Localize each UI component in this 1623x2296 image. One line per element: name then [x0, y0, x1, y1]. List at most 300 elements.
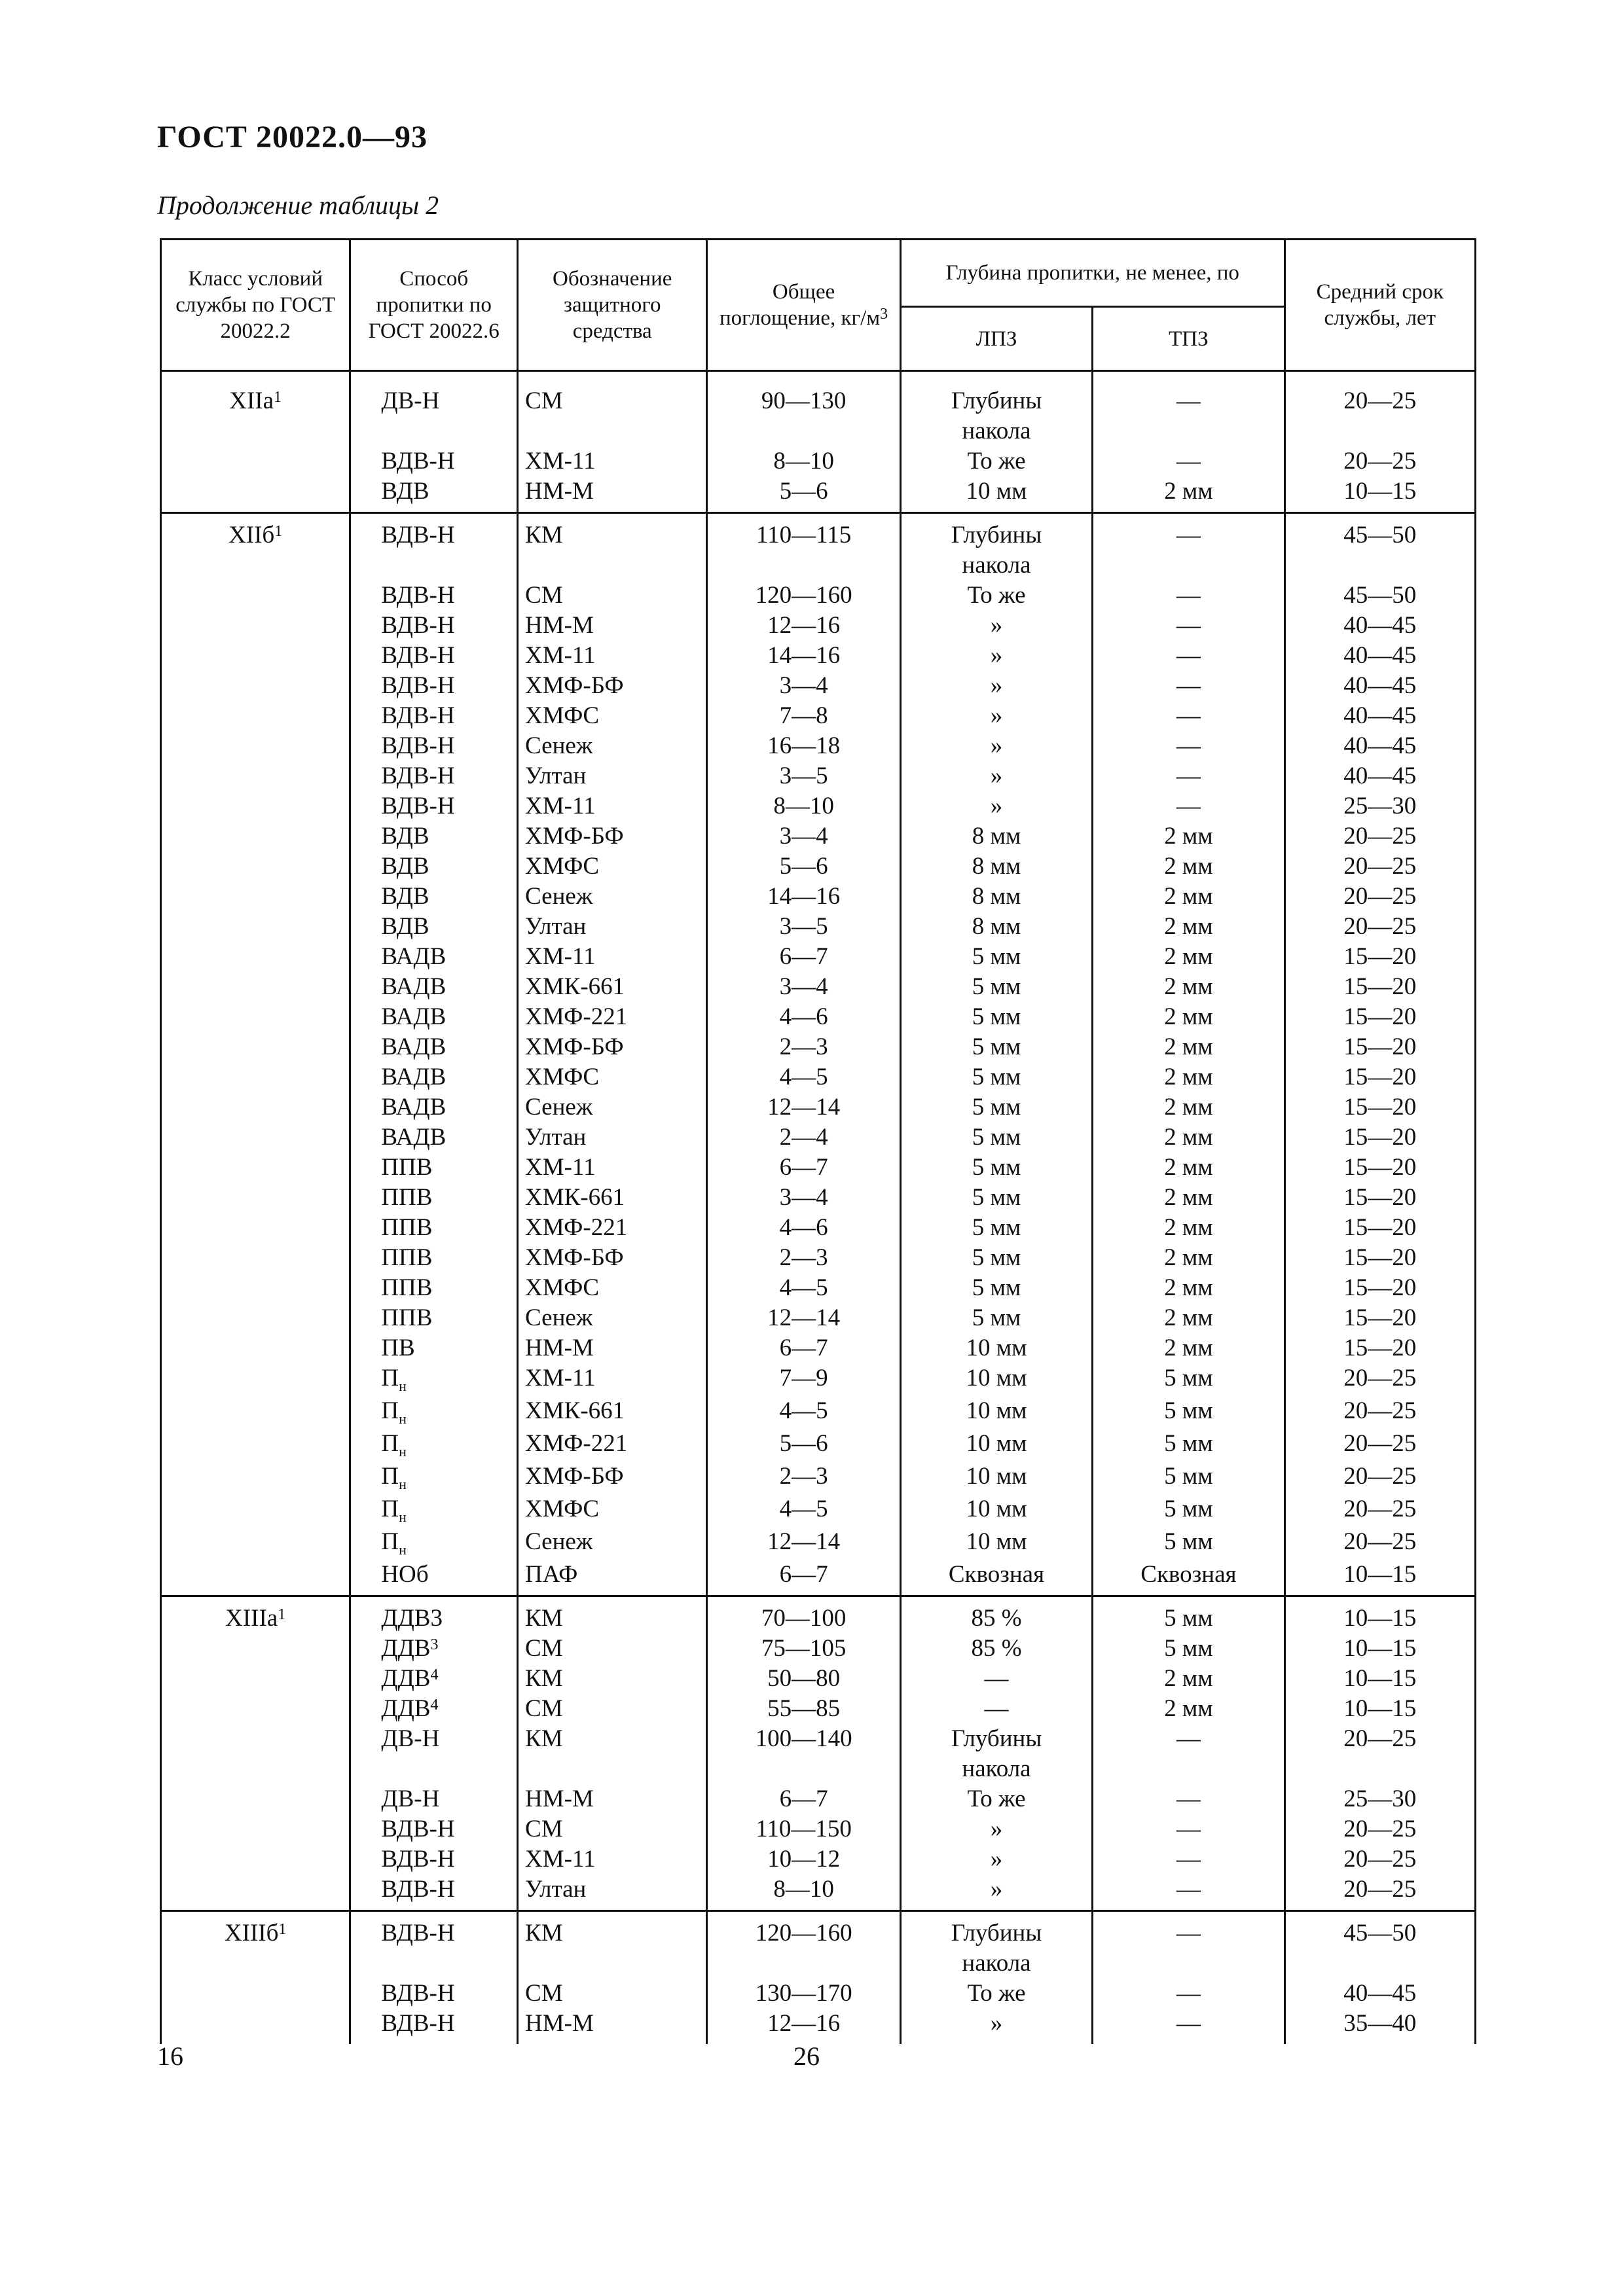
cell-absorption: 4—5	[707, 1062, 900, 1092]
cell-agent: ХМФ-БФ	[518, 1462, 707, 1494]
class-footnote: 1	[278, 1606, 286, 1623]
table-row	[161, 1754, 1476, 1784]
cell-service: 10—15	[1285, 1634, 1475, 1664]
table-row	[161, 1429, 1476, 1462]
page-number-left: 16	[157, 2041, 183, 2071]
cell-tpz: 2 мм	[1093, 476, 1285, 513]
cell-tpz: 2 мм	[1093, 1153, 1285, 1183]
header-lpz: ЛПЗ	[900, 307, 1092, 371]
cell-absorption: 5—6	[707, 1429, 900, 1462]
cell-class	[161, 513, 350, 551]
cell-service: 20—25	[1285, 1494, 1475, 1527]
cell-method	[350, 791, 518, 821]
cell-method	[350, 1911, 518, 1949]
cell-class	[161, 912, 350, 942]
cell-absorption: 8—10	[707, 1874, 900, 1911]
table-row	[161, 972, 1476, 1002]
cell-method	[350, 1694, 518, 1724]
cell-lpz: накола	[900, 416, 1092, 446]
cell-agent: ХМ-11	[518, 942, 707, 972]
cell-absorption: 3—5	[707, 761, 900, 791]
cell-absorption: 100—140	[707, 1724, 900, 1754]
table-row	[161, 1092, 1476, 1122]
method-text: ВДВ-Н	[381, 1876, 455, 1903]
cell-method	[350, 1462, 518, 1494]
cell-class	[161, 1243, 350, 1273]
cell-class	[161, 1694, 350, 1724]
cell-agent: КМ	[518, 1596, 707, 1634]
cell-agent: ХМФС	[518, 1494, 707, 1527]
cell-lpz: 10 мм	[900, 1429, 1092, 1462]
cell-service: 15—20	[1285, 1273, 1475, 1303]
cell-tpz: 5 мм	[1093, 1527, 1285, 1560]
cell-class	[161, 1303, 350, 1333]
page-number-center: 26	[793, 2041, 820, 2071]
cell-absorption: 2—4	[707, 1122, 900, 1153]
cell-method	[350, 1814, 518, 1844]
table-row	[161, 1814, 1476, 1844]
cell-service	[1285, 416, 1475, 446]
cell-lpz: »	[900, 791, 1092, 821]
cell-tpz: 2 мм	[1093, 1213, 1285, 1243]
method-text: ППВ	[381, 1154, 433, 1181]
method-text: ВДВ	[381, 853, 429, 880]
cell-absorption: 8—10	[707, 791, 900, 821]
cell-class	[161, 1429, 350, 1462]
table-row	[161, 476, 1476, 513]
cell-service: 45—50	[1285, 581, 1475, 611]
cell-lpz: 5 мм	[900, 1273, 1092, 1303]
cell-lpz: накола	[900, 550, 1092, 581]
cell-tpz: 5 мм	[1093, 1596, 1285, 1634]
cell-method	[350, 1396, 518, 1429]
cell-service: 15—20	[1285, 1243, 1475, 1273]
cell-class	[161, 380, 350, 416]
cell-agent: Сенеж	[518, 1527, 707, 1560]
cell-method	[350, 671, 518, 701]
cell-service: 20—25	[1285, 1462, 1475, 1494]
method-subscript: н	[399, 1443, 407, 1460]
cell-class	[161, 1494, 350, 1527]
cell-tpz: —	[1093, 581, 1285, 611]
cell-service: 15—20	[1285, 942, 1475, 972]
cell-method	[350, 912, 518, 942]
cell-class	[161, 1634, 350, 1664]
cell-method	[350, 1032, 518, 1062]
cell-tpz: —	[1093, 513, 1285, 551]
method-text: ДВ-Н	[381, 1725, 440, 1752]
cell-absorption: 4—5	[707, 1494, 900, 1527]
cell-agent: Ултан	[518, 1874, 707, 1911]
cell-service: 15—20	[1285, 1122, 1475, 1153]
table-row	[161, 1333, 1476, 1363]
class-group	[161, 513, 1476, 1596]
cell-tpz: 2 мм	[1093, 1062, 1285, 1092]
cell-lpz: »	[900, 1844, 1092, 1874]
cell-service: 20—25	[1285, 882, 1475, 912]
cell-lpz: 10 мм	[900, 1494, 1092, 1527]
cell-absorption	[707, 550, 900, 581]
cell-method	[350, 1754, 518, 1784]
cell-method	[350, 942, 518, 972]
cell-method	[350, 701, 518, 731]
cell-lpz: »	[900, 1874, 1092, 1911]
cell-service: 40—45	[1285, 641, 1475, 671]
table-row	[161, 791, 1476, 821]
cell-lpz: 10 мм	[900, 1396, 1092, 1429]
cell-class	[161, 1560, 350, 1596]
cell-absorption: 4—6	[707, 1213, 900, 1243]
cell-method	[350, 611, 518, 641]
cell-class	[161, 1062, 350, 1092]
cell-tpz: —	[1093, 1911, 1285, 1949]
cell-tpz	[1093, 1754, 1285, 1784]
table-row	[161, 1948, 1476, 1979]
cell-absorption: 130—170	[707, 1979, 900, 2009]
cell-class	[161, 1844, 350, 1874]
cell-class	[161, 761, 350, 791]
cell-method	[350, 1243, 518, 1273]
cell-tpz: —	[1093, 731, 1285, 761]
cell-class	[161, 1664, 350, 1694]
cell-absorption: 5—6	[707, 852, 900, 882]
cell-lpz: 10 мм	[900, 476, 1092, 513]
cell-class	[161, 1724, 350, 1754]
table-row	[161, 1874, 1476, 1911]
cell-agent: КМ	[518, 1911, 707, 1949]
cell-method	[350, 1213, 518, 1243]
cell-tpz: 2 мм	[1093, 1002, 1285, 1032]
method-subscript: н	[399, 1410, 407, 1427]
cell-method	[350, 476, 518, 513]
cell-service: 40—45	[1285, 701, 1475, 731]
cell-lpz: Глубины	[900, 1911, 1092, 1949]
table-row	[161, 1062, 1476, 1092]
table-row	[161, 821, 1476, 852]
cell-method	[350, 731, 518, 761]
cell-service: 20—25	[1285, 1724, 1475, 1754]
cell-method	[350, 1333, 518, 1363]
class-label: XIIa	[229, 387, 274, 414]
cell-method	[350, 882, 518, 912]
cell-class	[161, 1396, 350, 1429]
cell-absorption: 12—16	[707, 611, 900, 641]
cell-service: 15—20	[1285, 1213, 1475, 1243]
cell-method	[350, 2009, 518, 2044]
header-absorption-text: Общее поглощение, кг/м	[720, 280, 881, 330]
class-label: XIIб	[228, 522, 275, 548]
cell-lpz: »	[900, 611, 1092, 641]
cell-service: 20—25	[1285, 852, 1475, 882]
cell-service: 15—20	[1285, 1183, 1475, 1213]
class-group	[161, 1911, 1476, 2045]
cell-method	[350, 1429, 518, 1462]
cell-agent: ХМФ-БФ	[518, 1032, 707, 1062]
cell-class	[161, 1183, 350, 1213]
method-subscript: н	[399, 1476, 407, 1492]
cell-service: 45—50	[1285, 1911, 1475, 1949]
table-row	[161, 731, 1476, 761]
cell-class	[161, 1784, 350, 1814]
table-header	[161, 240, 1476, 371]
cell-agent: ХМ-11	[518, 446, 707, 476]
cell-lpz: 85 %	[900, 1596, 1092, 1634]
cell-service: 15—20	[1285, 1002, 1475, 1032]
cell-service: 40—45	[1285, 731, 1475, 761]
cell-method	[350, 821, 518, 852]
method-text: П	[381, 1430, 399, 1457]
cell-agent: ХМК-661	[518, 1396, 707, 1429]
cell-lpz: накола	[900, 1948, 1092, 1979]
cell-class	[161, 1874, 350, 1911]
cell-agent: СМ	[518, 1979, 707, 2009]
table-row	[161, 1694, 1476, 1724]
cell-absorption: 12—14	[707, 1303, 900, 1333]
cell-agent: СМ	[518, 1634, 707, 1664]
cell-service: 25—30	[1285, 791, 1475, 821]
cell-lpz: То же	[900, 1979, 1092, 2009]
cell-agent: ХМК-661	[518, 1183, 707, 1213]
cell-class	[161, 1527, 350, 1560]
cell-lpz: »	[900, 641, 1092, 671]
method-text: ВАДВ	[381, 943, 447, 970]
cell-tpz: 2 мм	[1093, 1092, 1285, 1122]
cell-service: 15—20	[1285, 1062, 1475, 1092]
cell-agent: Сенеж	[518, 1092, 707, 1122]
cell-class	[161, 1911, 350, 1949]
table-row	[161, 380, 1476, 416]
cell-service: 15—20	[1285, 1032, 1475, 1062]
method-text: ППВ	[381, 1244, 433, 1271]
cell-lpz: То же	[900, 1784, 1092, 1814]
cell-absorption: 8—10	[707, 446, 900, 476]
cell-method	[350, 446, 518, 476]
method-footnote: 3	[430, 1636, 439, 1653]
cell-service: 20—25	[1285, 1429, 1475, 1462]
table-continuation-caption: Продолжение таблицы 2	[157, 190, 439, 220]
cell-method	[350, 1948, 518, 1979]
cell-absorption	[707, 416, 900, 446]
cell-method	[350, 852, 518, 882]
cell-absorption: 120—160	[707, 1911, 900, 1949]
cell-agent: Ултан	[518, 912, 707, 942]
cell-service: 15—20	[1285, 972, 1475, 1002]
cell-absorption: 6—7	[707, 1333, 900, 1363]
cell-service: 40—45	[1285, 1979, 1475, 2009]
method-text: ВДВ-Н	[381, 672, 455, 699]
cell-tpz: 2 мм	[1093, 1032, 1285, 1062]
cell-service: 10—15	[1285, 476, 1475, 513]
cell-class	[161, 446, 350, 476]
cell-lpz: 5 мм	[900, 1213, 1092, 1243]
table-row	[161, 1911, 1476, 1949]
cell-lpz: Сквозная	[900, 1560, 1092, 1596]
cell-lpz: 10 мм	[900, 1462, 1092, 1494]
table-row	[161, 611, 1476, 641]
cell-class	[161, 942, 350, 972]
cell-service: 15—20	[1285, 1092, 1475, 1122]
cell-class	[161, 1153, 350, 1183]
cell-agent: ХМФ-221	[518, 1002, 707, 1032]
cell-service: 15—20	[1285, 1153, 1475, 1183]
cell-agent: СМ	[518, 380, 707, 416]
cell-class	[161, 1213, 350, 1243]
method-text: ДВ-Н	[381, 387, 440, 414]
cell-absorption	[707, 1754, 900, 1784]
cell-lpz: 8 мм	[900, 912, 1092, 942]
method-text: ВДВ-Н	[381, 702, 455, 729]
cell-agent: Сенеж	[518, 882, 707, 912]
cell-service: 20—25	[1285, 1363, 1475, 1396]
method-text: ДВ-Н	[381, 1785, 440, 1812]
method-text: ВДВ	[381, 823, 429, 850]
cell-agent: НМ-М	[518, 2009, 707, 2044]
cell-absorption: 6—7	[707, 1784, 900, 1814]
cell-lpz: »	[900, 761, 1092, 791]
cell-tpz: 2 мм	[1093, 882, 1285, 912]
cell-tpz: —	[1093, 1814, 1285, 1844]
cell-service: 40—45	[1285, 671, 1475, 701]
cell-class	[161, 550, 350, 581]
cell-lpz: Глубины	[900, 380, 1092, 416]
cell-class	[161, 1979, 350, 2009]
cell-absorption: 70—100	[707, 1596, 900, 1634]
cell-absorption: 3—4	[707, 821, 900, 852]
cell-agent: ХМ-11	[518, 791, 707, 821]
cell-agent: ХМФ-БФ	[518, 671, 707, 701]
table-row	[161, 1213, 1476, 1243]
cell-agent: СМ	[518, 1814, 707, 1844]
cell-tpz: Сквозная	[1093, 1560, 1285, 1596]
cell-absorption: 3—4	[707, 1183, 900, 1213]
cell-lpz: 5 мм	[900, 1303, 1092, 1333]
cell-agent: ХМФС	[518, 1273, 707, 1303]
cell-tpz: 2 мм	[1093, 1273, 1285, 1303]
table-row	[161, 701, 1476, 731]
cell-absorption: 2—3	[707, 1243, 900, 1273]
cell-tpz: —	[1093, 701, 1285, 731]
table-row	[161, 416, 1476, 446]
cell-tpz: —	[1093, 1724, 1285, 1754]
cell-lpz: 5 мм	[900, 972, 1092, 1002]
method-text: ДДВ	[381, 1665, 431, 1692]
cell-lpz: 10 мм	[900, 1363, 1092, 1396]
cell-class	[161, 1002, 350, 1032]
method-text: ДДВ3	[381, 1605, 443, 1632]
table-row	[161, 1363, 1476, 1396]
cell-method	[350, 1784, 518, 1814]
cell-tpz: —	[1093, 446, 1285, 476]
method-text: ПВ	[381, 1335, 415, 1361]
cell-class	[161, 791, 350, 821]
cell-service: 35—40	[1285, 2009, 1475, 2044]
method-text: ВДВ	[381, 883, 429, 910]
cell-agent: ХМФС	[518, 701, 707, 731]
cell-tpz: 2 мм	[1093, 1664, 1285, 1694]
class-label: XIIIa	[225, 1605, 278, 1632]
cell-agent: ХМФ-221	[518, 1429, 707, 1462]
cell-method	[350, 1664, 518, 1694]
table-row	[161, 1243, 1476, 1273]
cell-method	[350, 1153, 518, 1183]
cell-lpz: 5 мм	[900, 1183, 1092, 1213]
cell-tpz: —	[1093, 671, 1285, 701]
table-row	[161, 852, 1476, 882]
cell-service: 25—30	[1285, 1784, 1475, 1814]
cell-tpz: —	[1093, 641, 1285, 671]
cell-class	[161, 852, 350, 882]
table-row	[161, 1396, 1476, 1429]
table-row	[161, 882, 1476, 912]
cell-tpz: —	[1093, 761, 1285, 791]
cell-tpz	[1093, 1948, 1285, 1979]
cell-lpz: —	[900, 1694, 1092, 1724]
method-text: ВАДВ	[381, 1033, 447, 1060]
cell-tpz: 2 мм	[1093, 912, 1285, 942]
table-row	[161, 1634, 1476, 1664]
table-row	[161, 1273, 1476, 1303]
cell-method	[350, 1183, 518, 1213]
cell-absorption: 12—16	[707, 2009, 900, 2044]
cell-agent: ХМ-11	[518, 1363, 707, 1396]
cell-service: 10—15	[1285, 1560, 1475, 1596]
cell-class	[161, 1032, 350, 1062]
table-row	[161, 1494, 1476, 1527]
table-row	[161, 1153, 1476, 1183]
method-text: ВДВ-Н	[381, 582, 455, 609]
method-text: ВДВ-Н	[381, 612, 455, 639]
cell-tpz: —	[1093, 380, 1285, 416]
cell-method	[350, 972, 518, 1002]
cell-absorption: 14—16	[707, 641, 900, 671]
cell-class	[161, 1122, 350, 1153]
cell-lpz: 5 мм	[900, 1002, 1092, 1032]
cell-tpz: 5 мм	[1093, 1494, 1285, 1527]
cell-class	[161, 1948, 350, 1979]
cell-tpz: 2 мм	[1093, 1303, 1285, 1333]
cell-tpz: —	[1093, 1979, 1285, 2009]
cell-method	[350, 1363, 518, 1396]
cell-tpz	[1093, 550, 1285, 581]
cell-service: 20—25	[1285, 821, 1475, 852]
method-text: ВДВ-Н	[381, 1846, 455, 1873]
method-text: ВДВ-Н	[381, 448, 455, 475]
cell-service: 20—25	[1285, 1396, 1475, 1429]
cell-class	[161, 1596, 350, 1634]
cell-absorption: 90—130	[707, 380, 900, 416]
method-text: ВАДВ	[381, 1094, 447, 1121]
cell-tpz: 5 мм	[1093, 1462, 1285, 1494]
cell-lpz: накола	[900, 1754, 1092, 1784]
table-row	[161, 1979, 1476, 2009]
cell-absorption: 4—5	[707, 1396, 900, 1429]
cell-method	[350, 581, 518, 611]
table-row	[161, 1560, 1476, 1596]
cell-tpz: —	[1093, 1844, 1285, 1874]
method-text: ВАДВ	[381, 1003, 447, 1030]
class-group	[161, 380, 1476, 513]
cell-absorption	[707, 1948, 900, 1979]
table-row	[161, 1303, 1476, 1333]
cell-class	[161, 1333, 350, 1363]
cell-lpz: 85 %	[900, 1634, 1092, 1664]
cell-agent: СМ	[518, 581, 707, 611]
cell-class	[161, 611, 350, 641]
cell-lpz: 10 мм	[900, 1333, 1092, 1363]
cell-tpz: 2 мм	[1093, 1122, 1285, 1153]
cell-lpz: 5 мм	[900, 1153, 1092, 1183]
cell-absorption: 4—6	[707, 1002, 900, 1032]
